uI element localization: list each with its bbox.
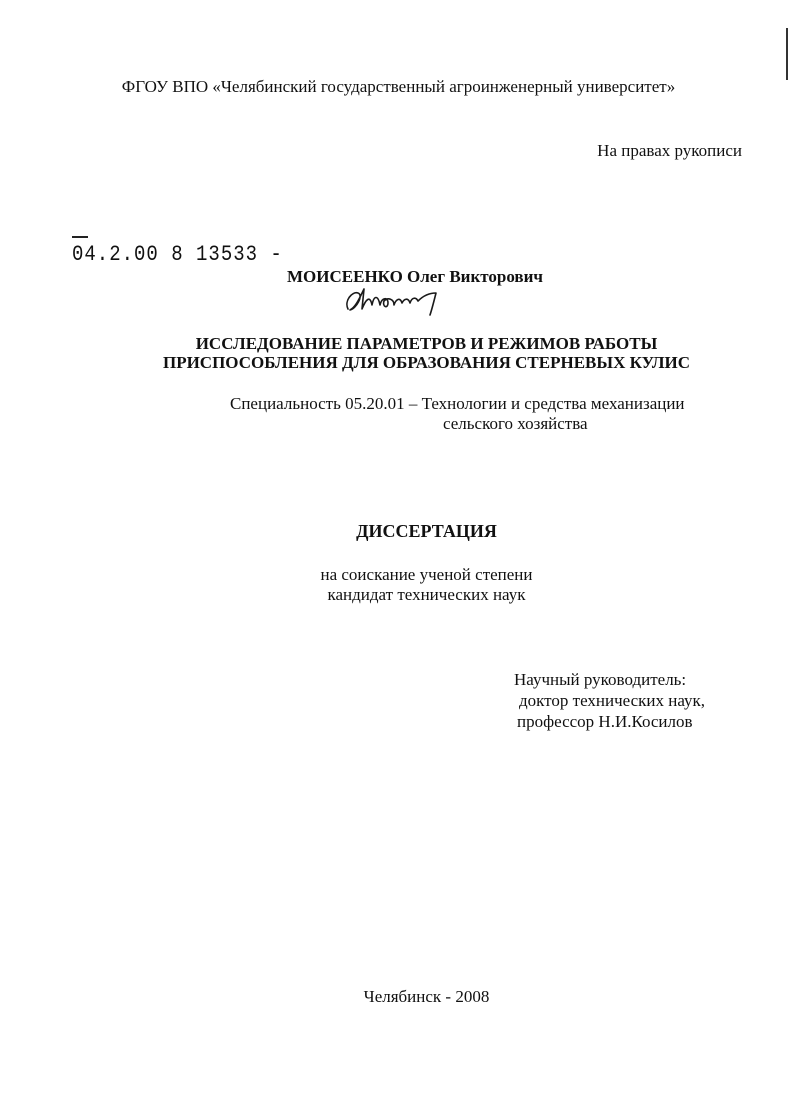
scan-edge-mark	[786, 28, 788, 80]
supervisor-title: доктор технических наук,	[519, 691, 706, 710]
city-year: Челябинск - 2008	[363, 987, 490, 1006]
registration-stamp: 04.2.00 8 13533 -	[72, 241, 283, 267]
dissertation-title-line-1: ИССЛЕДОВАНИЕ ПАРАМЕТРОВ И РЕЖИМОВ РАБОТЫ	[195, 334, 658, 353]
manuscript-note: На правах рукописи	[597, 141, 742, 160]
stamp-mark	[72, 236, 88, 238]
specialty-line-2: сельского хозяйства	[443, 414, 588, 433]
degree-line-1: на соискание ученой степени	[320, 565, 533, 584]
author-name: МОИСЕЕНКО Олег Викторович	[287, 267, 543, 286]
institution-name: ФГОУ ВПО «Челябинский государственный агроинженерный университет»	[121, 77, 676, 96]
supervisor-label: Научный руководитель:	[514, 670, 687, 689]
supervisor-name: профессор Н.И.Косилов	[517, 712, 693, 731]
specialty-line-1: Специальность 05.20.01 – Технологии и средства механизации	[230, 394, 685, 413]
document-type: ДИССЕРТАЦИЯ	[356, 521, 497, 541]
dissertation-title-line-2: ПРИСПОСОБЛЕНИЯ ДЛЯ ОБРАЗОВАНИЯ СТЕРНЕВЫХ КУЛИС	[162, 353, 691, 372]
author-signature	[342, 283, 446, 317]
degree-line-2: кандидат технических наук	[327, 585, 526, 604]
